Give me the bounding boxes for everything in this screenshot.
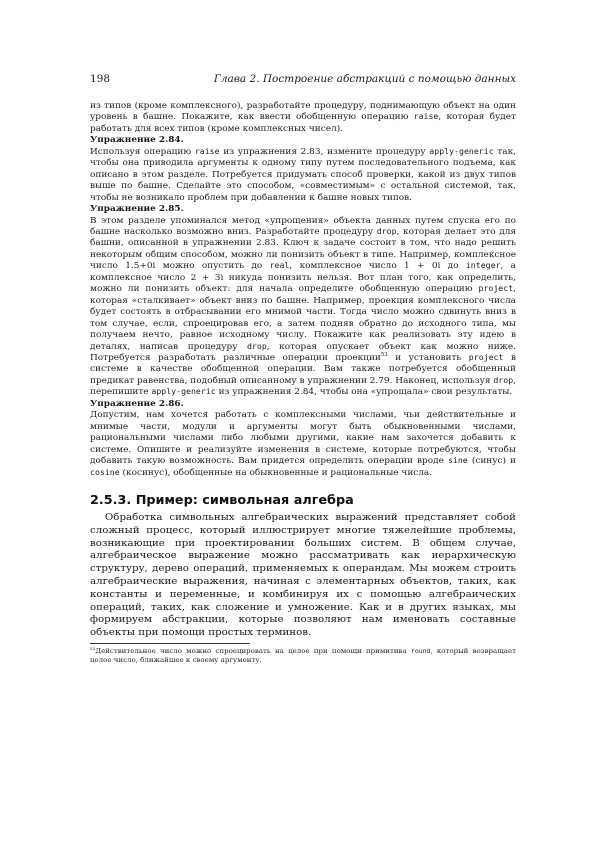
code-round: round (410, 647, 431, 655)
code-drop: drop (376, 226, 397, 236)
footnote-marker: 53 (380, 352, 388, 359)
code-raise: raise (194, 146, 220, 156)
code-real: real (269, 261, 290, 271)
exercise-2-86-title: Упражнение 2.86. (90, 397, 184, 408)
code-drop: drop (246, 341, 267, 351)
section-heading: 2.5.3. Пример: символьная алгебра (90, 492, 354, 507)
code-sine: sine (447, 456, 468, 466)
section-paragraph: Обработка символьных алгебраических выражений представляет собой сложный процесс, который иллюстрирует многие тяжелейшие проблемы, возникающие при проектировании больших систем. В общем случае, алгебраическое выражение можно рассматривать как иерархическую структуру, дерево операций, применяемых к операндам. Мы можем строить алгебраические выражения, начиная с элементарных объектов, таких, как константы и переменные, и комбинируя их с помощью алгебраических операций, таких, как сложение и умножение. Как и в других языках, мы формируем абстракции, которые позволяют нам именовать составные объекты при помощи простых терминов. (90, 511, 516, 639)
exercise-2-84-text: Используя операцию raise из упражнения 2.83, измените процедуру apply-generic так, чтобы она приводила аргументы к одному типу путем последовательного подъема, как описано в этом разделе. Потребуется придумать способ проверки, какой из двух типов выше по башне. Сделайте это способом, «совместимым» с остальной системой, так, чтобы не возникало проблем при добавлении к башне новых типов. (90, 145, 517, 202)
section-body (90, 512, 516, 640)
code-drop: drop (493, 375, 514, 385)
code-cosine: cosine (90, 467, 120, 477)
exercise-2-85-title: Упражнение 2.85. (90, 203, 184, 214)
code-project: project (468, 352, 504, 362)
page-body (90, 100, 516, 665)
exercise-2-86-text: Допустим, нам хочется работать с комплексными числами, чьи действительные и мнимые части, модули и аргументы могут быть обыкновенными числами, рациональными числами либо любыми другими, какие нам захочется добавить к системе. Опишите и реализуйте изменения в системе, которые потребуются, чтобы добавить такую возможность. Вам придется определить операции вроде sine (синус) и cosine (косинус), обобщенные на обыкновенные и рациональные числа. (90, 409, 516, 477)
code-integer: integer (465, 261, 501, 271)
code-project: project (478, 284, 514, 294)
footnote-divider (90, 643, 250, 644)
code-apply-generic: apply-generic (151, 387, 216, 397)
running-head: Глава 2. Построение абстракций с помощью данных (213, 73, 516, 85)
footnote: $^{53}$Действительное число можно спроецировать на целое при помощи примитива round, который возвращает целое число, ближайшее к своему аргументу. (90, 645, 516, 664)
intro-paragraph: из типов (кроме комплексного), разработайте процедуру, поднимающую объект на один уровень в башне. Покажите, как ввести обобщенную операцию raise, которая будет работать для всех типов (кроме комплексных чисел). (90, 100, 517, 133)
code-apply-generic: apply-generic (429, 146, 494, 156)
exercise-2-84-title: Упражнение 2.84. (90, 134, 184, 145)
code-raise: raise (413, 112, 439, 122)
exercise-2-85-text: В этом разделе упоминался метод «упрощения» объекта данных путем спуска его по башне насколько возможно вниз. Разработайте процедуру drop, которая делает это для башни, описанной в упражнении 2.83. Ключ к задаче состоит в том, что надо решить некоторым общим способом, можно ли понизить объект в типе. Например, комплексное число 1.5+0i можно опустить до real, комплексное число 1 + 0i до integer, а комплексное число 2 + 3i никуда понизить нельзя. Вот план того, как определить, можно ли понизить объект: для начала определите обобщенную операцию project, которая «сталкивает» объект вниз по башне. Например, проекция комплексного числа будет состоять в отбрасывании его мнимой части. Тогда число можно сдвинуть вниз в том случае, если, спроецировав его, а затем подняв обратно до исходного типа, мы получаем нечто, равное исходному числу. Покажите как реализовать эту идею в деталях, написав процедуру drop, которая опускает объект как можно ниже. Потребуется разработать различные операции проекции$^{53}$ и установить project в системе в качестве обобщенной операции. Вам также потребуется обобщенный предикат равенства, подобный описанному в упражнении 2.79. Наконец, используя drop, перепишите apply-generic из упражнения 2.84, чтобы она «упрощала» свои результаты. (90, 214, 517, 397)
page-number: 198 (90, 73, 111, 85)
footnote-number: 53 (90, 645, 96, 651)
